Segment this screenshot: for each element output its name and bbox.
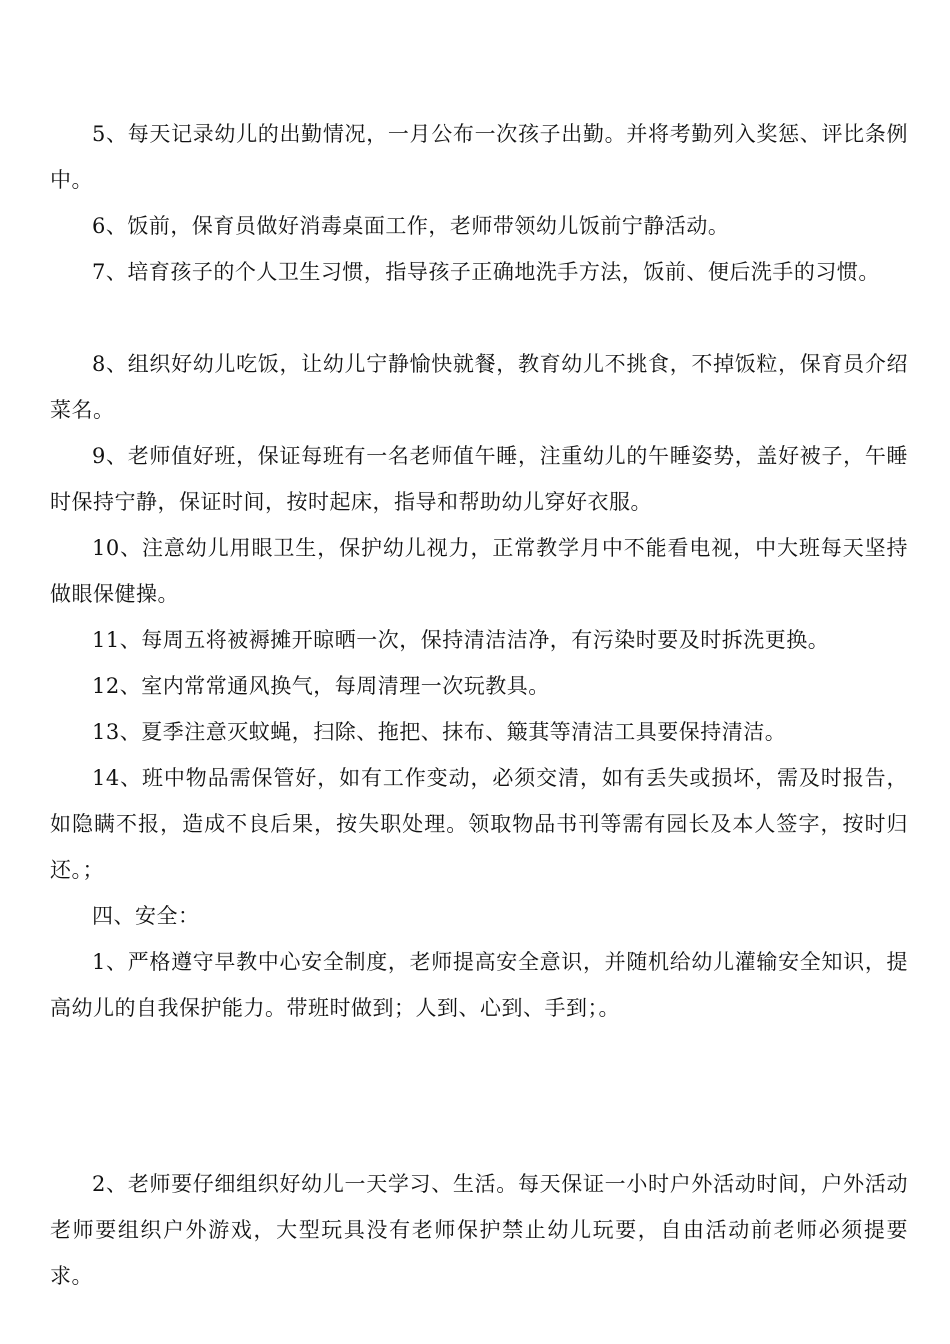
paragraph-item-5: 5、每天记录幼儿的出勤情况，一月公布一次孩子出勤。并将考勤列入奖惩、评比条例中。 (50, 122, 908, 192)
paragraph-item-12: 12、室内常常通风换气，每周清理一次玩教具。 (92, 674, 550, 698)
paragraph-item-11: 11、每周五将被褥摊开晾晒一次，保持清洁洁净，有污染时要及时拆洗更换。 (92, 628, 830, 652)
paragraph-item-10: 10、注意幼儿用眼卫生，保护幼儿视力，正常教学月中不能看电视，中大班每天坚持做眼保健操。 (50, 536, 908, 606)
paragraph-item-9: 9、老师值好班，保证每班有一名老师值午睡，注重幼儿的午睡姿势，盖好被子，午睡时保持宁静，保证时间，按时起床，指导和帮助幼儿穿好衣服。 (50, 444, 908, 514)
paragraph-item-6: 6、饭前，保育员做好消毒桌面工作，老师带领幼儿饭前宁静活动。 (92, 214, 730, 238)
paragraph-item-7: 7、培育孩子的个人卫生习惯，指导孩子正确地洗手方法，饭前、便后洗手的习惯。 (92, 260, 880, 284)
paragraph-item-8: 8、组织好幼儿吃饭，让幼儿宁静愉快就餐，教育幼儿不挑食，不掉饭粒，保育员介绍菜名。 (50, 352, 908, 422)
paragraph-item-13: 13、夏季注意灭蚊蝇，扫除、拖把、抹布、簸萁等清洁工具要保持清洁。 (92, 720, 787, 744)
paragraph-safety-1: 1、严格遵守早教中心安全制度，老师提高安全意识，并随机给幼儿灌输安全知识，提高幼儿的自我保护能力。带班时做到；人到、心到、手到；。 (50, 950, 908, 1020)
section-heading-safety: 四、安全： (92, 904, 200, 928)
paragraph-item-14: 14、班中物品需保管好，如有工作变动，必须交清，如有丢失或损坏，需及时报告，如隐瞒不报，造成不良后果，按失职处理。领取物品书刊等需有园长及本人签字，按时归还。； (50, 766, 908, 882)
paragraph-safety-2: 2、老师要仔细组织好幼儿一天学习、生活。每天保证一小时户外活动时间，户外活动老师要组织户外游戏，大型玩具没有老师保护禁止幼儿玩要，自由活动前老师必须提要求。 (50, 1172, 908, 1288)
